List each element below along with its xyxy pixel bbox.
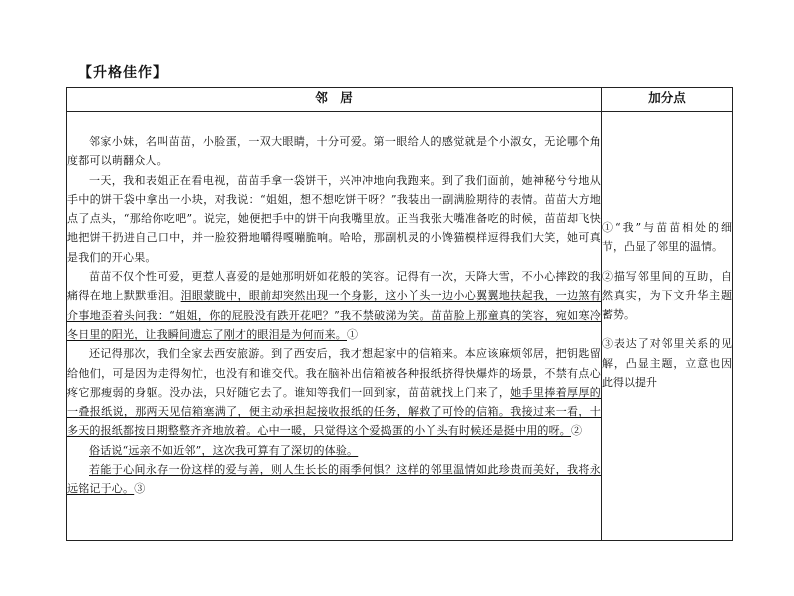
paragraph-4-text: 还记得那次，我们全家去西安旅游。到了西安后，我才想起家中的信箱来。本应该麻烦邻居，把钥匙留给他们，可是因为走得匆忙，也没有和谁交代。我在脑补出信箱被各种报纸挤得快爆炸的场景，不禁有点心疼它那瘦弱的身躯。没办法，只好随它去了。谁知等我们一回到家，苗苗就找上门来了， — [67, 347, 601, 399]
essay-paragraph-4 — [67, 344, 601, 440]
notes-column — [602, 112, 733, 541]
section-heading: 【升格佳作】 — [78, 65, 168, 81]
table-body-row — [67, 112, 733, 541]
underlined-passage-proverb: 俗话说“远亲不如近邻”，这次我可算有了深切的体验。 — [89, 443, 359, 457]
note-1: ①“我”与苗苗相处的细节，凸显了邻里的温情。 — [602, 221, 732, 254]
underlined-passage-3: 若能于心间永存一份这样的爱与善，则人生长长的雨季何惧？这样的邻里温情如此珍贵而美好，我将永远铭记于心。 — [67, 463, 601, 496]
paragraph-3-text: 苗苗不仅个性可爱，更惹人喜爱的是她那明妍如花般的笑容。记得有一次，天降大雪，不小心摔跤的我痛得在地上默默垂泪。 — [67, 270, 601, 303]
essay-paragraph-1: 邻家小妹，名叫苗苗，小脸蛋，一双大眼睛，十分可爱。第一眼给人的感觉就是个小淑女，无论哪个角度都可以萌翻众人。 — [67, 135, 601, 168]
table-header-row — [67, 88, 733, 112]
essay-paragraph-5 — [67, 441, 601, 460]
note-2: ②描写邻里间的互助，自然真实，为下文升华主题蓄势。 — [602, 269, 732, 322]
underlined-passage-2: 她手里捧着厚厚的一叠报纸说，那两天见信箱塞满了，便主动承担起接收报纸的任务，解救了可怜的信箱。我接过来一看，十多天的报纸都按日期整整齐齐地放着。心中一暖，只觉得这个爱捣蛋的小丫头有时候还是挺中用的呀。 — [67, 385, 601, 438]
notes-header: 加分点 — [602, 88, 733, 112]
essay-paragraph-3 — [67, 267, 601, 344]
annotation-mark-2: ② — [571, 424, 583, 438]
annotation-mark-1: ① — [347, 327, 359, 341]
essay-body — [67, 112, 602, 541]
underlined-passage-1: 泪眼蒙眬中，眼前却突然出现一个身影，这小丫头一边小心翼翼地扶起我，一边煞有介事地歪着头问我：“姐姐，你的屁股没有跌开花吧？”我不禁破涕为笑。苗苗脸上那童真的笑容，宛如寒冷冬日里的阳光，让我瞬间遗忘了刚才的眼泪是为何而来。 — [67, 289, 601, 341]
note-3: ③表达了对邻里关系的见解，凸显主题，立意也因此得以提升 — [602, 337, 732, 390]
essay-table — [66, 87, 733, 541]
essay-title-header: 邻 居 — [67, 88, 602, 112]
essay-paragraph-6 — [67, 460, 601, 499]
essay-paragraph-2: 一天，我和表姐正在看电视，苗苗手拿一袋饼干，兴冲冲地向我跑来。到了我们面前，她神秘兮兮地从手中的饼干袋中拿出一小块，对我说：“姐姐，想不想吃饼干呀？”我装出一副满脸期待的表情。苗苗大方地点了点头，“那给你吃吧”。说完，她便把手中的饼干向我嘴里放。正当我张大嘴准备吃的时候，苗苗却飞快地把饼干扔进自己口中，并一脸狡猾地嚼得嘎嘣脆响。哈哈，那副机灵的小馋猫模样逗得我们大笑，她可真是我们的开心果。 — [67, 173, 601, 264]
annotation-mark-3: ③ — [134, 482, 146, 496]
